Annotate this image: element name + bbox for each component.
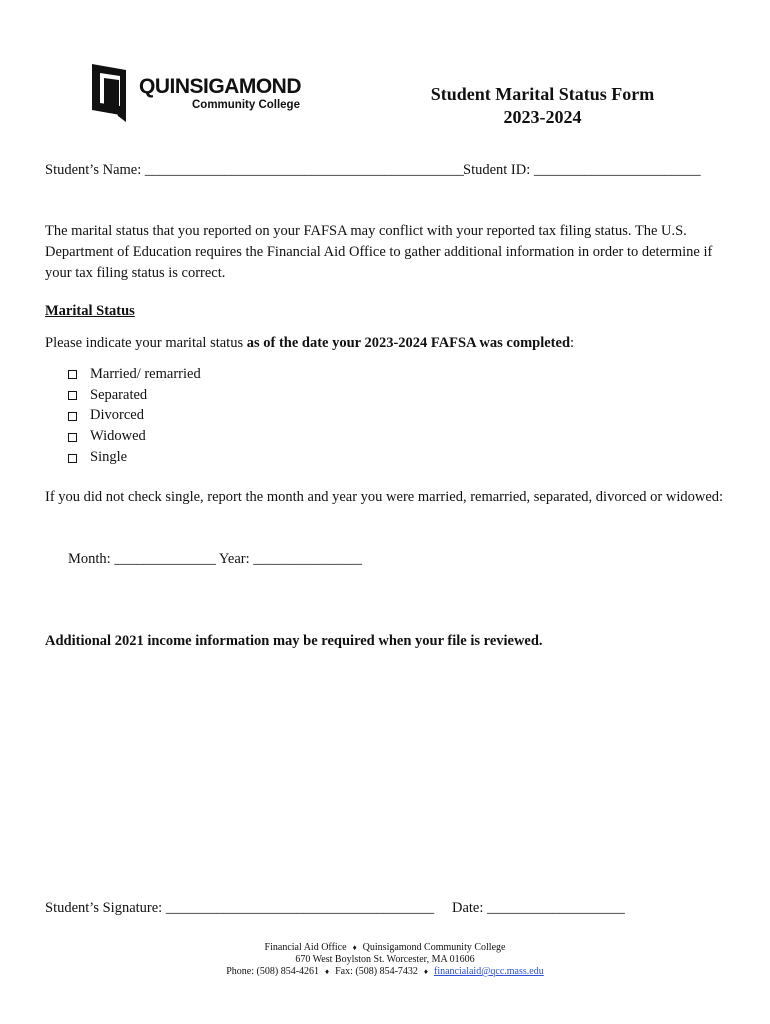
- option-married[interactable]: [68, 364, 201, 385]
- marital-status-heading: Marital Status: [45, 303, 135, 319]
- intro-paragraph: The marital status that you reported on your FAFSA may conflict with your reported tax filing status. The U.S. Department of Education requires the Financial Aid Office to gather additional information in order to determine if your tax filing status is correct.: [45, 223, 713, 281]
- footer-email-link[interactable]: financialaid@qcc.mass.edu: [434, 966, 544, 977]
- form-year: 2023-2024: [503, 107, 582, 127]
- college-logo-mark-icon: [92, 64, 132, 122]
- option-single[interactable]: [68, 447, 201, 468]
- college-logo: [92, 64, 312, 124]
- option-separated[interactable]: [68, 385, 201, 406]
- checkbox-icon[interactable]: [68, 433, 77, 442]
- footer-college: Quinsigamond Community College: [362, 942, 506, 953]
- option-label: Widowed: [90, 428, 146, 445]
- option-divorced[interactable]: [68, 406, 201, 427]
- footer-fax: Fax: (508) 854-7432: [335, 966, 418, 977]
- form-title: [405, 83, 680, 129]
- checkbox-icon[interactable]: [68, 370, 77, 379]
- student-id-field[interactable]: Student ID: _______________________: [463, 162, 701, 178]
- option-label: Separated: [90, 386, 148, 403]
- checkbox-icon[interactable]: [68, 454, 77, 463]
- logo-name: QUINSIGAMOND: [139, 75, 301, 98]
- option-label: Divorced: [90, 407, 144, 424]
- footer-office: Financial Aid Office: [264, 942, 347, 953]
- diamond-separator-icon: ♦: [423, 967, 428, 976]
- prompt-prefix: Please indicate your marital status: [45, 335, 247, 351]
- date-field[interactable]: Date: ___________________: [452, 900, 625, 916]
- option-widowed[interactable]: [68, 426, 201, 447]
- diamond-separator-icon: ♦: [352, 943, 357, 952]
- month-year-fields[interactable]: Month: ______________ Year: _______________: [68, 551, 363, 567]
- logo-subtitle: Community College: [192, 99, 300, 111]
- page-footer: [185, 942, 585, 978]
- signature-field[interactable]: Student’s Signature: _____________________________________: [45, 900, 435, 916]
- followup-paragraph: If you did not check single, report the month and year you were married, remarried, separated, divorced or widowed:: [45, 489, 724, 505]
- prompt-suffix: :: [570, 335, 575, 351]
- student-name-field[interactable]: Student’s Name: ____________________________________________: [45, 162, 464, 178]
- checkbox-icon[interactable]: [68, 391, 77, 400]
- prompt-emphasis: as of the date your 2023-2024 FAFSA was completed: [246, 335, 571, 351]
- marital-status-prompt: [45, 333, 574, 354]
- form-title-line: Student Marital Status Form: [430, 84, 655, 104]
- footer-line-1: [185, 942, 585, 954]
- marital-status-options: [68, 364, 201, 468]
- income-notice: Additional 2021 income information may be required when your file is reviewed.: [45, 633, 543, 649]
- diamond-separator-icon: ♦: [325, 967, 330, 976]
- option-label: Single: [90, 449, 128, 466]
- footer-line-3: [185, 966, 585, 978]
- footer-phone: Phone: (508) 854-4261: [226, 966, 320, 977]
- option-label: Married/ remarried: [90, 365, 201, 382]
- footer-address: 670 West Boylston St. Worcester, MA 01606: [295, 954, 475, 965]
- checkbox-icon[interactable]: [68, 412, 77, 421]
